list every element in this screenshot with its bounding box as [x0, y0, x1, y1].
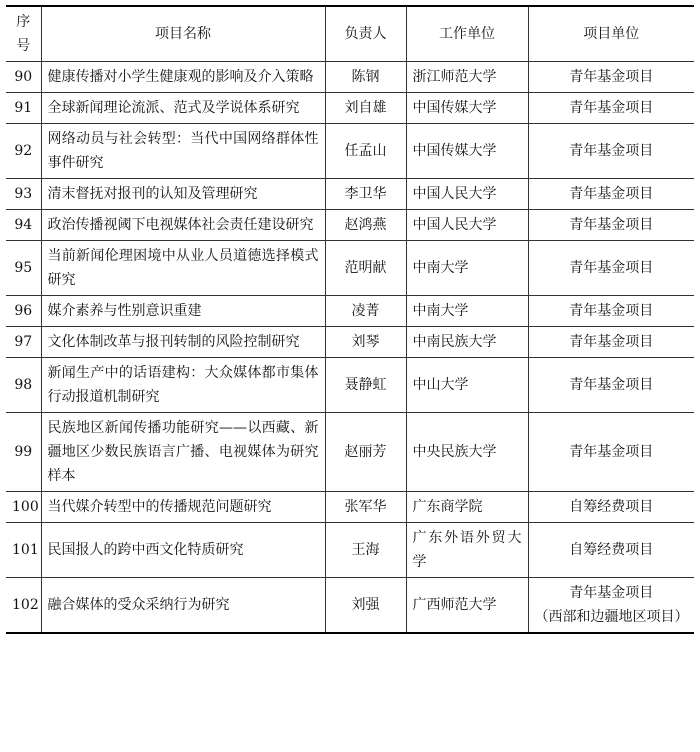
- project-leader: 刘自雄: [325, 93, 406, 124]
- project-leader: 任孟山: [325, 124, 406, 179]
- table-row: [6, 296, 694, 327]
- project-category-note: （西部和边疆地区项目）: [534, 609, 689, 625]
- project-title: 当代媒介转型中的传播规范问题研究: [41, 492, 325, 523]
- project-title: 融合媒体的受众采纳行为研究: [41, 578, 325, 634]
- row-number: 90: [6, 62, 41, 93]
- project-leader: 范明献: [325, 241, 406, 296]
- work-unit: 广东商学院: [406, 492, 528, 523]
- table-row: [6, 124, 694, 179]
- project-category: 青年基金项目: [528, 241, 694, 296]
- work-unit: 广西师范大学: [406, 578, 528, 634]
- row-number: 97: [6, 327, 41, 358]
- project-leader: 王海: [325, 523, 406, 578]
- table-row: [6, 327, 694, 358]
- project-leader: 赵鸿燕: [325, 210, 406, 241]
- project-category: 青年基金项目: [528, 62, 694, 93]
- row-number: 100: [6, 492, 41, 523]
- header-title: 项目名称: [41, 6, 325, 62]
- work-unit: 中国人民大学: [406, 179, 528, 210]
- work-unit: 中国传媒大学: [406, 124, 528, 179]
- project-category: 青年基金项目: [528, 93, 694, 124]
- project-category: 青年基金项目: [528, 413, 694, 492]
- project-title: 民国报人的跨中西文化特质研究: [41, 523, 325, 578]
- project-category: 青年基金项目: [528, 296, 694, 327]
- header-num: 序号: [6, 6, 41, 62]
- row-number: 92: [6, 124, 41, 179]
- project-category: [528, 578, 694, 634]
- row-number: 102: [6, 578, 41, 634]
- table-row: [6, 523, 694, 578]
- project-leader: 陈钢: [325, 62, 406, 93]
- work-unit: 广东外语外贸大学: [406, 523, 528, 578]
- row-number: 101: [6, 523, 41, 578]
- table-row: [6, 492, 694, 523]
- project-leader: 刘强: [325, 578, 406, 634]
- header-org: 工作单位: [406, 6, 528, 62]
- header-person: 负责人: [325, 6, 406, 62]
- project-category: 青年基金项目: [528, 179, 694, 210]
- project-table: [6, 5, 694, 634]
- table-row: [6, 210, 694, 241]
- project-title: 媒介素养与性别意识重建: [41, 296, 325, 327]
- project-category-main: 青年基金项目: [569, 585, 654, 601]
- project-title: 新闻生产中的话语建构：大众媒体都市集体行动报道机制研究: [41, 358, 325, 413]
- project-category: 青年基金项目: [528, 124, 694, 179]
- project-category: 青年基金项目: [528, 210, 694, 241]
- work-unit: 中国传媒大学: [406, 93, 528, 124]
- work-unit: 中央民族大学: [406, 413, 528, 492]
- project-title: 当前新闻伦理困境中从业人员道德选择模式研究: [41, 241, 325, 296]
- table-row: [6, 62, 694, 93]
- project-leader: 赵丽芳: [325, 413, 406, 492]
- project-title: 政治传播视阈下电视媒体社会责任建设研究: [41, 210, 325, 241]
- table-row: [6, 578, 694, 634]
- work-unit: 中南大学: [406, 296, 528, 327]
- work-unit: 中山大学: [406, 358, 528, 413]
- project-leader: 张军华: [325, 492, 406, 523]
- row-number: 93: [6, 179, 41, 210]
- project-title: 全球新闻理论流派、范式及学说体系研究: [41, 93, 325, 124]
- project-title: 健康传播对小学生健康观的影响及介入策略: [41, 62, 325, 93]
- table-body: [6, 62, 694, 634]
- project-title: 民族地区新闻传播功能研究——以西藏、新疆地区少数民族语言广播、电视媒体为研究样本: [41, 413, 325, 492]
- work-unit: 浙江师范大学: [406, 62, 528, 93]
- row-number: 91: [6, 93, 41, 124]
- project-leader: 刘琴: [325, 327, 406, 358]
- project-leader: 聂静虹: [325, 358, 406, 413]
- project-category: 青年基金项目: [528, 358, 694, 413]
- row-number: 98: [6, 358, 41, 413]
- project-title: 网络动员与社会转型：当代中国网络群体性事件研究: [41, 124, 325, 179]
- project-title: 文化体制改革与报刊转制的风险控制研究: [41, 327, 325, 358]
- table-row: [6, 93, 694, 124]
- table-row: [6, 358, 694, 413]
- header-unit: 项目单位: [528, 6, 694, 62]
- work-unit: 中国人民大学: [406, 210, 528, 241]
- project-category: 自筹经费项目: [528, 492, 694, 523]
- work-unit: 中南大学: [406, 241, 528, 296]
- row-number: 99: [6, 413, 41, 492]
- row-number: 95: [6, 241, 41, 296]
- project-title: 清末督抚对报刊的认知及管理研究: [41, 179, 325, 210]
- project-category: 自筹经费项目: [528, 523, 694, 578]
- table-row: [6, 179, 694, 210]
- row-number: 96: [6, 296, 41, 327]
- project-leader: 凌菁: [325, 296, 406, 327]
- row-number: 94: [6, 210, 41, 241]
- project-leader: 李卫华: [325, 179, 406, 210]
- table-row: [6, 241, 694, 296]
- table-row: [6, 413, 694, 492]
- work-unit: 中南民族大学: [406, 327, 528, 358]
- project-category: 青年基金项目: [528, 327, 694, 358]
- table-header: [6, 6, 694, 62]
